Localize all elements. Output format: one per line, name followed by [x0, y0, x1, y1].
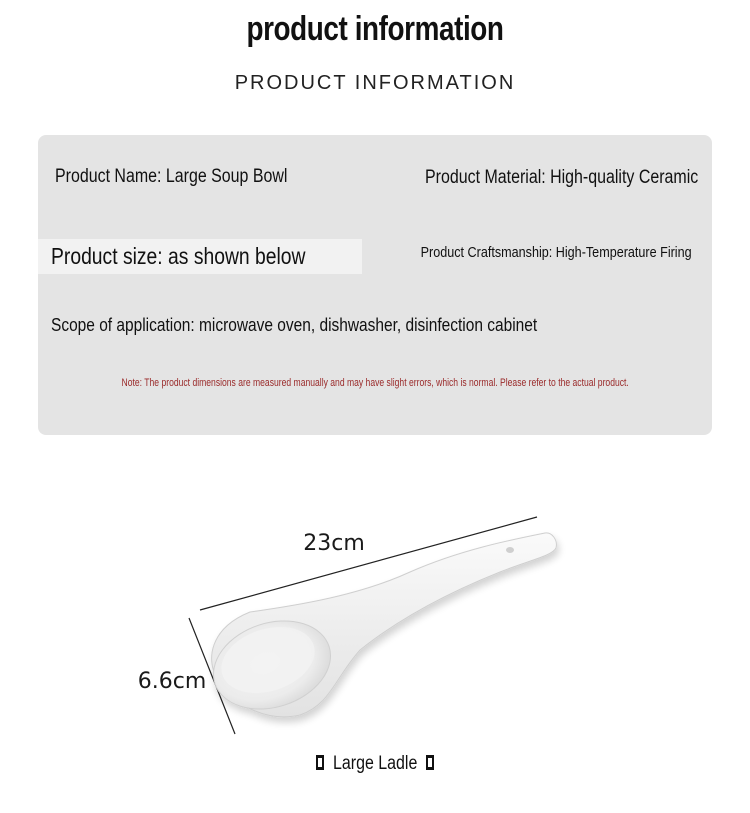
length-label: 23cm	[303, 531, 365, 556]
info-panel	[38, 135, 712, 435]
product-craftsmanship: Product Craftsmanship: High-Temperature Firing	[420, 244, 692, 261]
left-bracket-icon	[316, 755, 324, 770]
right-bracket-icon	[426, 755, 434, 770]
ladle-shape	[202, 533, 556, 724]
ladle-image	[0, 500, 750, 750]
hanging-hole	[506, 547, 514, 553]
caption-text: Large Ladle	[332, 753, 418, 774]
scope-of-application: Scope of application: microwave oven, dishwasher, disinfection cabinet	[51, 315, 538, 335]
product-size-text: Product size: as shown below	[51, 243, 306, 269]
page-subtitle: PRODUCT INFORMATION	[234, 72, 516, 94]
width-label: 6.6cm	[137, 669, 207, 694]
product-material: Product Material: High-quality Ceramic	[424, 167, 698, 188]
product-name: Product Name: Large Soup Bowl	[55, 166, 288, 187]
page-title: product information	[246, 10, 504, 48]
measurement-note	[38, 377, 712, 389]
product-size	[38, 239, 362, 274]
measurement-note-text: Note: The product dimensions are measured manually and may have slight errors, which is normal. Please refer to the actual product.	[121, 377, 629, 389]
product-caption	[0, 753, 750, 775]
